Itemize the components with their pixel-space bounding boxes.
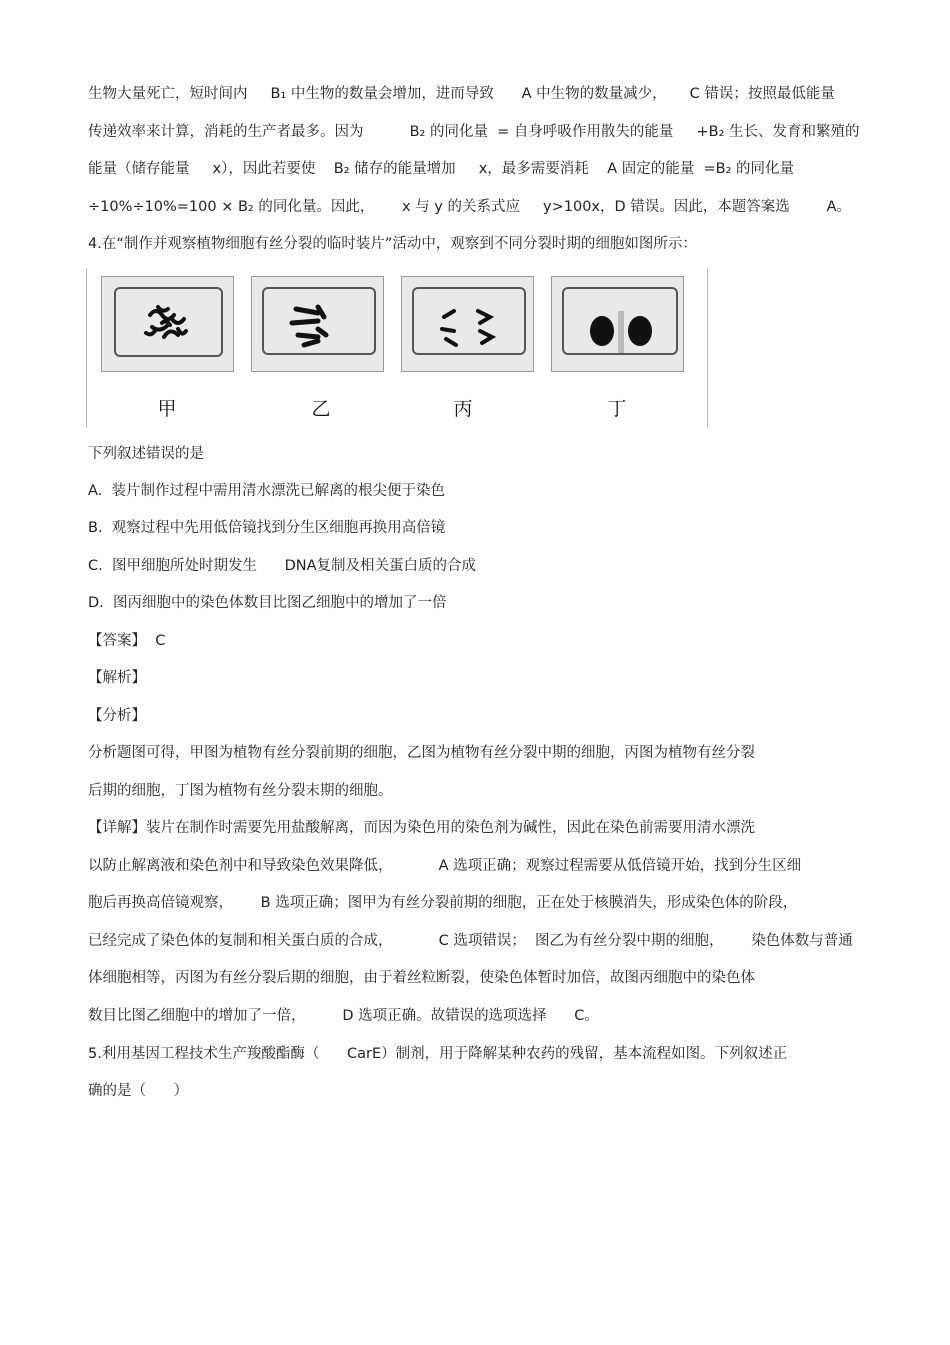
detail-line: 体细胞相等，丙图为有丝分裂后期的细胞，由于着丝粒断裂，使染色体暂时加倍，故图丙细胞中的染色体 [88, 970, 755, 986]
analysis-line: 后期的细胞，丁图为植物有丝分裂末期的细胞。 [88, 783, 393, 799]
analysis-line: 分析题图可得，甲图为植物有丝分裂前期的细胞，乙图为植物有丝分裂中期的细胞，丙图为植物有丝分裂 [88, 745, 755, 761]
text-line: ÷10%÷10%=100 × B₂ 的同化量。因此， x 与 y 的关系式应 y>100x，D 错误。因此，本题答案选 A。 [88, 199, 852, 215]
text-line: 生物大量死亡，短时间内 B₁ 中生物的数量会增加，进而导致 A 中生物的数量减少， C 错误；按照最低能量 [88, 86, 835, 102]
option-c: C. 图甲细胞所处时期发生 DNA复制及相关蛋白质的合成 [88, 558, 477, 574]
option-d: D. 图丙细胞中的染色体数目比图乙细胞中的增加了一倍 [88, 595, 447, 611]
mitosis-figure [86, 268, 708, 428]
explanation-heading: 【解析】 [88, 670, 146, 686]
question-5-stem: 5.利用基因工程技术生产羧酸酯酶（ CarE）制剂，用于降解某种农药的残留，基本流程如图。下列叙述正 [88, 1046, 788, 1062]
figure-label-bing: 丙 [453, 398, 473, 420]
question-5-stem: 确的是（ ） [88, 1083, 189, 1099]
detail-line: 已经完成了染色体的复制和相关蛋白质的合成， C 选项错误； 图乙为有丝分裂中期的细胞， 染色体数与普通 [88, 933, 853, 949]
text-line: 能量（储存能量 x），因此若要使 B₂ 储存的能量增加 x，最多需要消耗 A 固定的能量 =B₂ 的同化量 [88, 161, 795, 177]
detail-line: 以防止解离液和染色剂中和导致染色效果降低， A 选项正确；观察过程需要从低倍镜开始，找到分生区细 [88, 858, 802, 874]
question-4-stem: 4.在“制作并观察植物细胞有丝分裂的临时装片”活动中，观察到不同分裂时期的细胞如图所示： [88, 236, 697, 252]
option-a: A. 装片制作过程中需用清水漂洗已解离的根尖便于染色 [88, 483, 445, 499]
analysis-heading: 【分析】 [88, 708, 146, 724]
answer-label: 【答案】 C [88, 633, 166, 649]
text-line: 传递效率来计算，消耗的生产者最多。因为 B₂ 的同化量 = 自身呼吸作用散失的能量 +B₂ 生长、发育和繁殖的 [88, 124, 860, 140]
figure-label-yi: 乙 [311, 398, 331, 420]
figure-label-ding: 丁 [607, 398, 627, 420]
detail-line: 数目比图乙细胞中的增加了一倍， D 选项正确。故错误的选项选择 C。 [88, 1008, 599, 1024]
figure-label-jia: 甲 [157, 398, 177, 420]
cell-image-prophase [101, 276, 234, 372]
option-b: B. 观察过程中先用低倍镜找到分生区细胞再换用高倍镜 [88, 520, 446, 536]
cell-image-metaphase [251, 276, 384, 372]
question-prompt: 下列叙述错误的是 [88, 446, 204, 462]
detail-line: 胞后再换高倍镜观察， B 选项正确；图甲为有丝分裂前期的细胞，正在处于核膜消失，形成染色体的阶段， [88, 895, 798, 911]
detail-line: 【详解】装片在制作时需要先用盐酸解离，而因为染色用的染色剂为碱性，因此在染色前需要用清水漂洗 [88, 820, 755, 836]
cell-image-anaphase [401, 276, 534, 372]
cell-image-telophase [551, 276, 684, 372]
